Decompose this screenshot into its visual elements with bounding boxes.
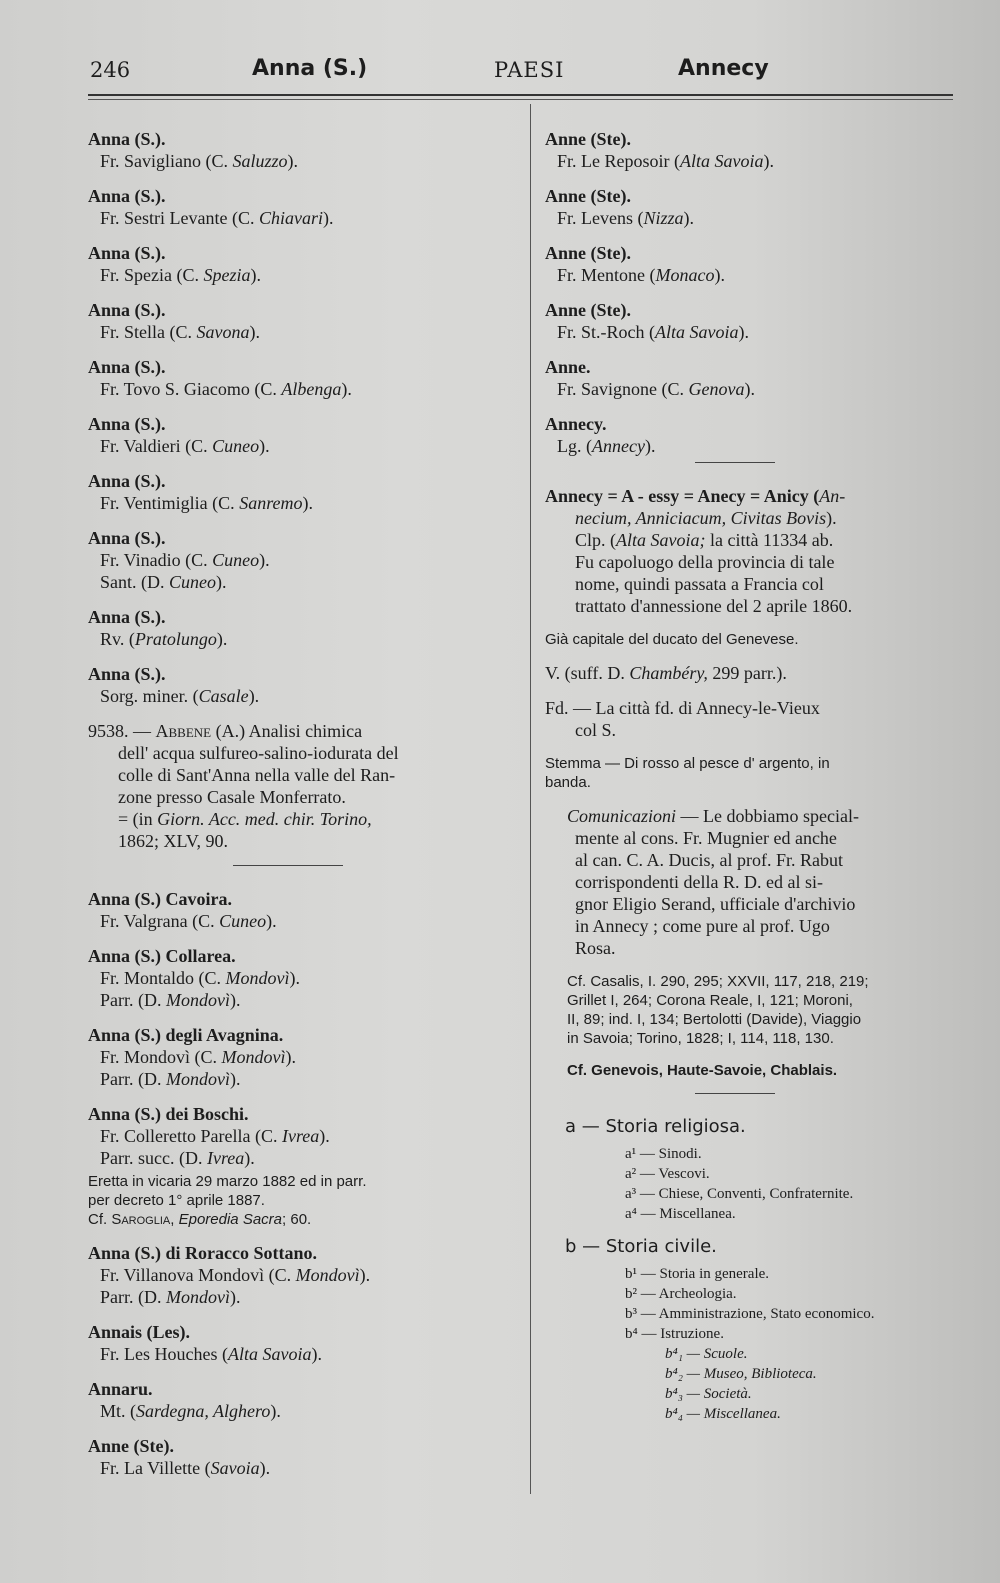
entry-headword: Anna (S.) Collarea. bbox=[88, 946, 236, 966]
annecy-capital-note: Già capitale del ducato del Genevese. bbox=[545, 631, 799, 648]
entry-headword: Anne (Ste). bbox=[545, 186, 631, 206]
outline-item: b² — Archeologia. bbox=[625, 1286, 737, 1302]
header-rule bbox=[88, 94, 953, 96]
outline-item: b¹ — Storia in generale. bbox=[625, 1266, 770, 1282]
gazetteer-entry bbox=[88, 413, 528, 457]
entry-headword: Anna (S.). bbox=[88, 664, 166, 684]
bibliography-9538 bbox=[88, 720, 528, 852]
page-header bbox=[90, 56, 952, 88]
annecy-line: Clp. (Alta Savoia; la città 11334 ab. bbox=[575, 530, 834, 550]
entry-headword: Anne (Ste). bbox=[545, 300, 631, 320]
left-entries-first bbox=[88, 128, 528, 707]
section-separator bbox=[695, 462, 775, 463]
entry-headword: Anna (S.). bbox=[88, 300, 166, 320]
entry-line: Fr. Villanova Mondovì (C. Mondovì). bbox=[100, 1265, 371, 1285]
gazetteer-entry bbox=[88, 663, 528, 707]
entry-headword: Anna (S.) di Roracco Sottano. bbox=[88, 1243, 318, 1263]
annecy-comunicazioni: Comunicazioni — Le dobbiamo special- mente al cons. Fr. Mugnier ed anche al can. C. A. Ducis, al prof. Fr. Rabut corrispondenti della R. D. ed al si- gnor Eligio Serand, ufficiale d'archivio in Annecy ; come pure al prof. Ugo Rosa. bbox=[567, 806, 859, 958]
entry-line: Fr. Valgrana (C. Cuneo). bbox=[100, 911, 277, 931]
entry-headword: Anna (S.) Cavoira. bbox=[88, 889, 233, 909]
section-separator bbox=[233, 865, 343, 866]
gazetteer-entry bbox=[88, 888, 528, 932]
entry-line: Fr. Valdieri (C. Cuneo). bbox=[100, 436, 270, 456]
gazetteer-entry bbox=[88, 1103, 528, 1169]
left-entries-third bbox=[88, 1242, 528, 1479]
header-rule-thin bbox=[88, 99, 953, 100]
bib-line: 1862; XLV, 90. bbox=[118, 831, 229, 851]
outline-item: a³ — Chiese, Conventi, Confraternite. bbox=[625, 1186, 854, 1202]
bib-line: dell' acqua sulfureo-salino-iodurata del bbox=[118, 743, 399, 763]
outline-item: b³ — Amministrazione, Stato economico. bbox=[625, 1306, 875, 1322]
outline-item: a⁴ — Miscellanea. bbox=[625, 1206, 736, 1222]
annecy-references: Cf. Casalis, I. 290, 295; XXVII, 117, 218, 219; Grillet I, 264; Corona Reale, I, 121; Moroni, II, 89; ind. I, 134; Bertolotti (Davide), Viaggio in Savoia; Torino, 1828; I, 114, 118, 130. bbox=[567, 973, 869, 1047]
gazetteer-entry bbox=[88, 1435, 528, 1479]
entry-line: Rv. (Pratolungo). bbox=[100, 629, 228, 649]
entry-line: Sant. (D. Cuneo). bbox=[100, 572, 227, 592]
running-head-center: PAESI bbox=[494, 58, 565, 82]
annecy-stemma: Stemma — Di rosso al pesce d' argento, in banda. bbox=[545, 755, 830, 791]
annecy-fd: Fd. — La città fd. di Annecy-le-Vieux col S. bbox=[545, 698, 820, 740]
gazetteer-entry bbox=[88, 470, 528, 514]
outline-item: b⁴₄ — Miscellanea. bbox=[665, 1406, 781, 1422]
column-divider bbox=[530, 104, 531, 1494]
entry-headword: Annecy. bbox=[545, 414, 607, 434]
outline-item: a² — Vescovi. bbox=[625, 1166, 710, 1182]
section-separator bbox=[695, 1093, 775, 1094]
entry-line: Fr. Colleretto Parella (C. Ivrea). bbox=[100, 1126, 330, 1146]
entry-headword: Anna (S.). bbox=[88, 129, 166, 149]
gazetteer-entry bbox=[88, 299, 528, 343]
entry-line: Fr. Mentone (Monaco). bbox=[557, 265, 725, 285]
right-entries bbox=[545, 128, 965, 457]
gazetteer-entry bbox=[545, 356, 965, 400]
annecy-crossref: Cf. Genevois, Haute-Savoie, Chablais. bbox=[567, 1062, 838, 1079]
gazetteer-entry bbox=[88, 606, 528, 650]
right-column bbox=[545, 128, 965, 1424]
gazetteer-entry bbox=[88, 128, 528, 172]
gazetteer-entry bbox=[545, 242, 965, 286]
outline-item: b⁴₃ — Società. bbox=[665, 1386, 752, 1402]
entry-headword: Anna (S.). bbox=[88, 471, 166, 491]
entry-headword: Annaru. bbox=[88, 1379, 153, 1399]
entry-line: Lg. (Annecy). bbox=[557, 436, 656, 456]
gazetteer-entry bbox=[88, 945, 528, 1011]
boschi-note: Eretta in vicaria 29 marzo 1882 ed in parr. per decreto 1° aprile 1887. Cf. Saroglia, Eporedia Sacra; 60. bbox=[88, 1173, 367, 1228]
entry-line: Fr. Stella (C. Savona). bbox=[100, 322, 261, 342]
entry-headword: Anna (S.). bbox=[88, 414, 166, 434]
outline-item: b⁴₁ — Scuole. bbox=[665, 1346, 748, 1362]
gazetteer-entry bbox=[88, 1378, 528, 1422]
bib-line: colle di Sant'Anna nella valle del Ran- bbox=[118, 765, 396, 785]
gazetteer-entry bbox=[545, 185, 965, 229]
entry-headword: Anne (Ste). bbox=[88, 1436, 174, 1456]
entry-line: Sorg. miner. (Casale). bbox=[100, 686, 260, 706]
left-column bbox=[88, 128, 528, 1492]
gazetteer-entry bbox=[88, 185, 528, 229]
gazetteer-entry bbox=[88, 1242, 528, 1308]
entry-line: Mt. (Sardegna, Alghero). bbox=[100, 1401, 281, 1421]
outline-a-items bbox=[565, 1144, 965, 1224]
entry-headword: Anna (S.). bbox=[88, 607, 166, 627]
outline-item: a¹ — Sinodi. bbox=[625, 1146, 702, 1162]
entry-line: Fr. Ventimiglia (C. Sanremo). bbox=[100, 493, 314, 513]
entry-line: Fr. Mondovì (C. Mondovì). bbox=[100, 1047, 297, 1067]
entry-headword: Anne. bbox=[545, 357, 591, 377]
entry-headword: Anna (S.) degli Avagnina. bbox=[88, 1025, 284, 1045]
entry-line: Fr. St.-Roch (Alta Savoia). bbox=[557, 322, 750, 342]
entry-line: Fr. Tovo S. Giacomo (C. Albenga). bbox=[100, 379, 352, 399]
entry-line: Fr. Savigliano (C. Saluzzo). bbox=[100, 151, 299, 171]
entry-headword: Anne (Ste). bbox=[545, 243, 631, 263]
gazetteer-entry bbox=[545, 299, 965, 343]
outline-b4-items bbox=[565, 1344, 965, 1424]
entry-line: Parr. (D. Mondovì). bbox=[100, 1069, 241, 1089]
entry-line: Fr. Savignone (C. Genova). bbox=[557, 379, 755, 399]
outline-b-items bbox=[565, 1264, 965, 1344]
bib-line: 9538. — Abbene (A.) Analisi chimica bbox=[88, 721, 363, 741]
entry-line: Fr. Les Houches (Alta Savoia). bbox=[100, 1344, 322, 1364]
running-head-left: Anna (S.) bbox=[252, 56, 368, 81]
outline-item: b⁴ — Istruzione. bbox=[625, 1326, 724, 1342]
entry-line: Fr. Vinadio (C. Cuneo). bbox=[100, 550, 270, 570]
gazetteer-entry bbox=[88, 1321, 528, 1365]
gazetteer-entry bbox=[545, 413, 965, 457]
entry-line: Fr. Levens (Nizza). bbox=[557, 208, 695, 228]
entry-headword: Annais (Les). bbox=[88, 1322, 191, 1342]
annecy-line: nome, quindi passata a Francia col bbox=[575, 574, 824, 594]
running-head-right: Annecy bbox=[678, 56, 769, 81]
entry-line: Fr. Spezia (C. Spezia). bbox=[100, 265, 261, 285]
entry-line: Fr. Sestri Levante (C. Chiavari). bbox=[100, 208, 334, 228]
entry-line: Parr. (D. Mondovì). bbox=[100, 1287, 241, 1307]
annecy-line: trattato d'annessione del 2 aprile 1860. bbox=[575, 596, 853, 616]
gazetteer-entry bbox=[88, 527, 528, 593]
entry-line: Fr. La Villette (Savoia). bbox=[100, 1458, 271, 1478]
entry-headword: Anna (S.) dei Boschi. bbox=[88, 1104, 249, 1124]
entry-line: Fr. Le Reposoir (Alta Savoia). bbox=[557, 151, 774, 171]
annecy-article bbox=[545, 485, 965, 617]
entry-line: Fr. Montaldo (C. Mondovì). bbox=[100, 968, 300, 988]
entry-headword: Anne (Ste). bbox=[545, 129, 631, 149]
gazetteer-entry bbox=[88, 242, 528, 286]
entry-headword: Anna (S.). bbox=[88, 243, 166, 263]
annecy-line: necium, Anniciacum, Civitas Bovis). bbox=[575, 508, 837, 528]
entry-headword: Anna (S.). bbox=[88, 357, 166, 377]
outline-b-title: b — Storia civile. bbox=[565, 1236, 717, 1257]
outline bbox=[545, 1116, 965, 1424]
annecy-line: Fu capoluogo della provincia di tale bbox=[575, 552, 835, 572]
gazetteer-entry bbox=[88, 356, 528, 400]
entry-headword: Anna (S.). bbox=[88, 186, 166, 206]
outline-item: b⁴₂ — Museo, Biblioteca. bbox=[665, 1366, 817, 1382]
page-number: 246 bbox=[90, 58, 131, 82]
entry-headword: Anna (S.). bbox=[88, 528, 166, 548]
outline-a-title: a — Storia religiosa. bbox=[565, 1116, 746, 1137]
annecy-v: V. (suff. D. Chambéry, 299 parr.). bbox=[545, 663, 787, 683]
gazetteer-entry bbox=[88, 1024, 528, 1090]
bib-line: zone presso Casale Monferrato. bbox=[118, 787, 346, 807]
entry-line: Parr. succ. (D. Ivrea). bbox=[100, 1148, 255, 1168]
bib-line: = (in Giorn. Acc. med. chir. Torino, bbox=[118, 809, 372, 829]
left-entries-second bbox=[88, 888, 528, 1169]
annecy-line: Annecy = A - essy = Anecy = Anicy (An- bbox=[545, 486, 846, 506]
gazetteer-entry bbox=[545, 128, 965, 172]
entry-line: Parr. (D. Mondovì). bbox=[100, 990, 241, 1010]
